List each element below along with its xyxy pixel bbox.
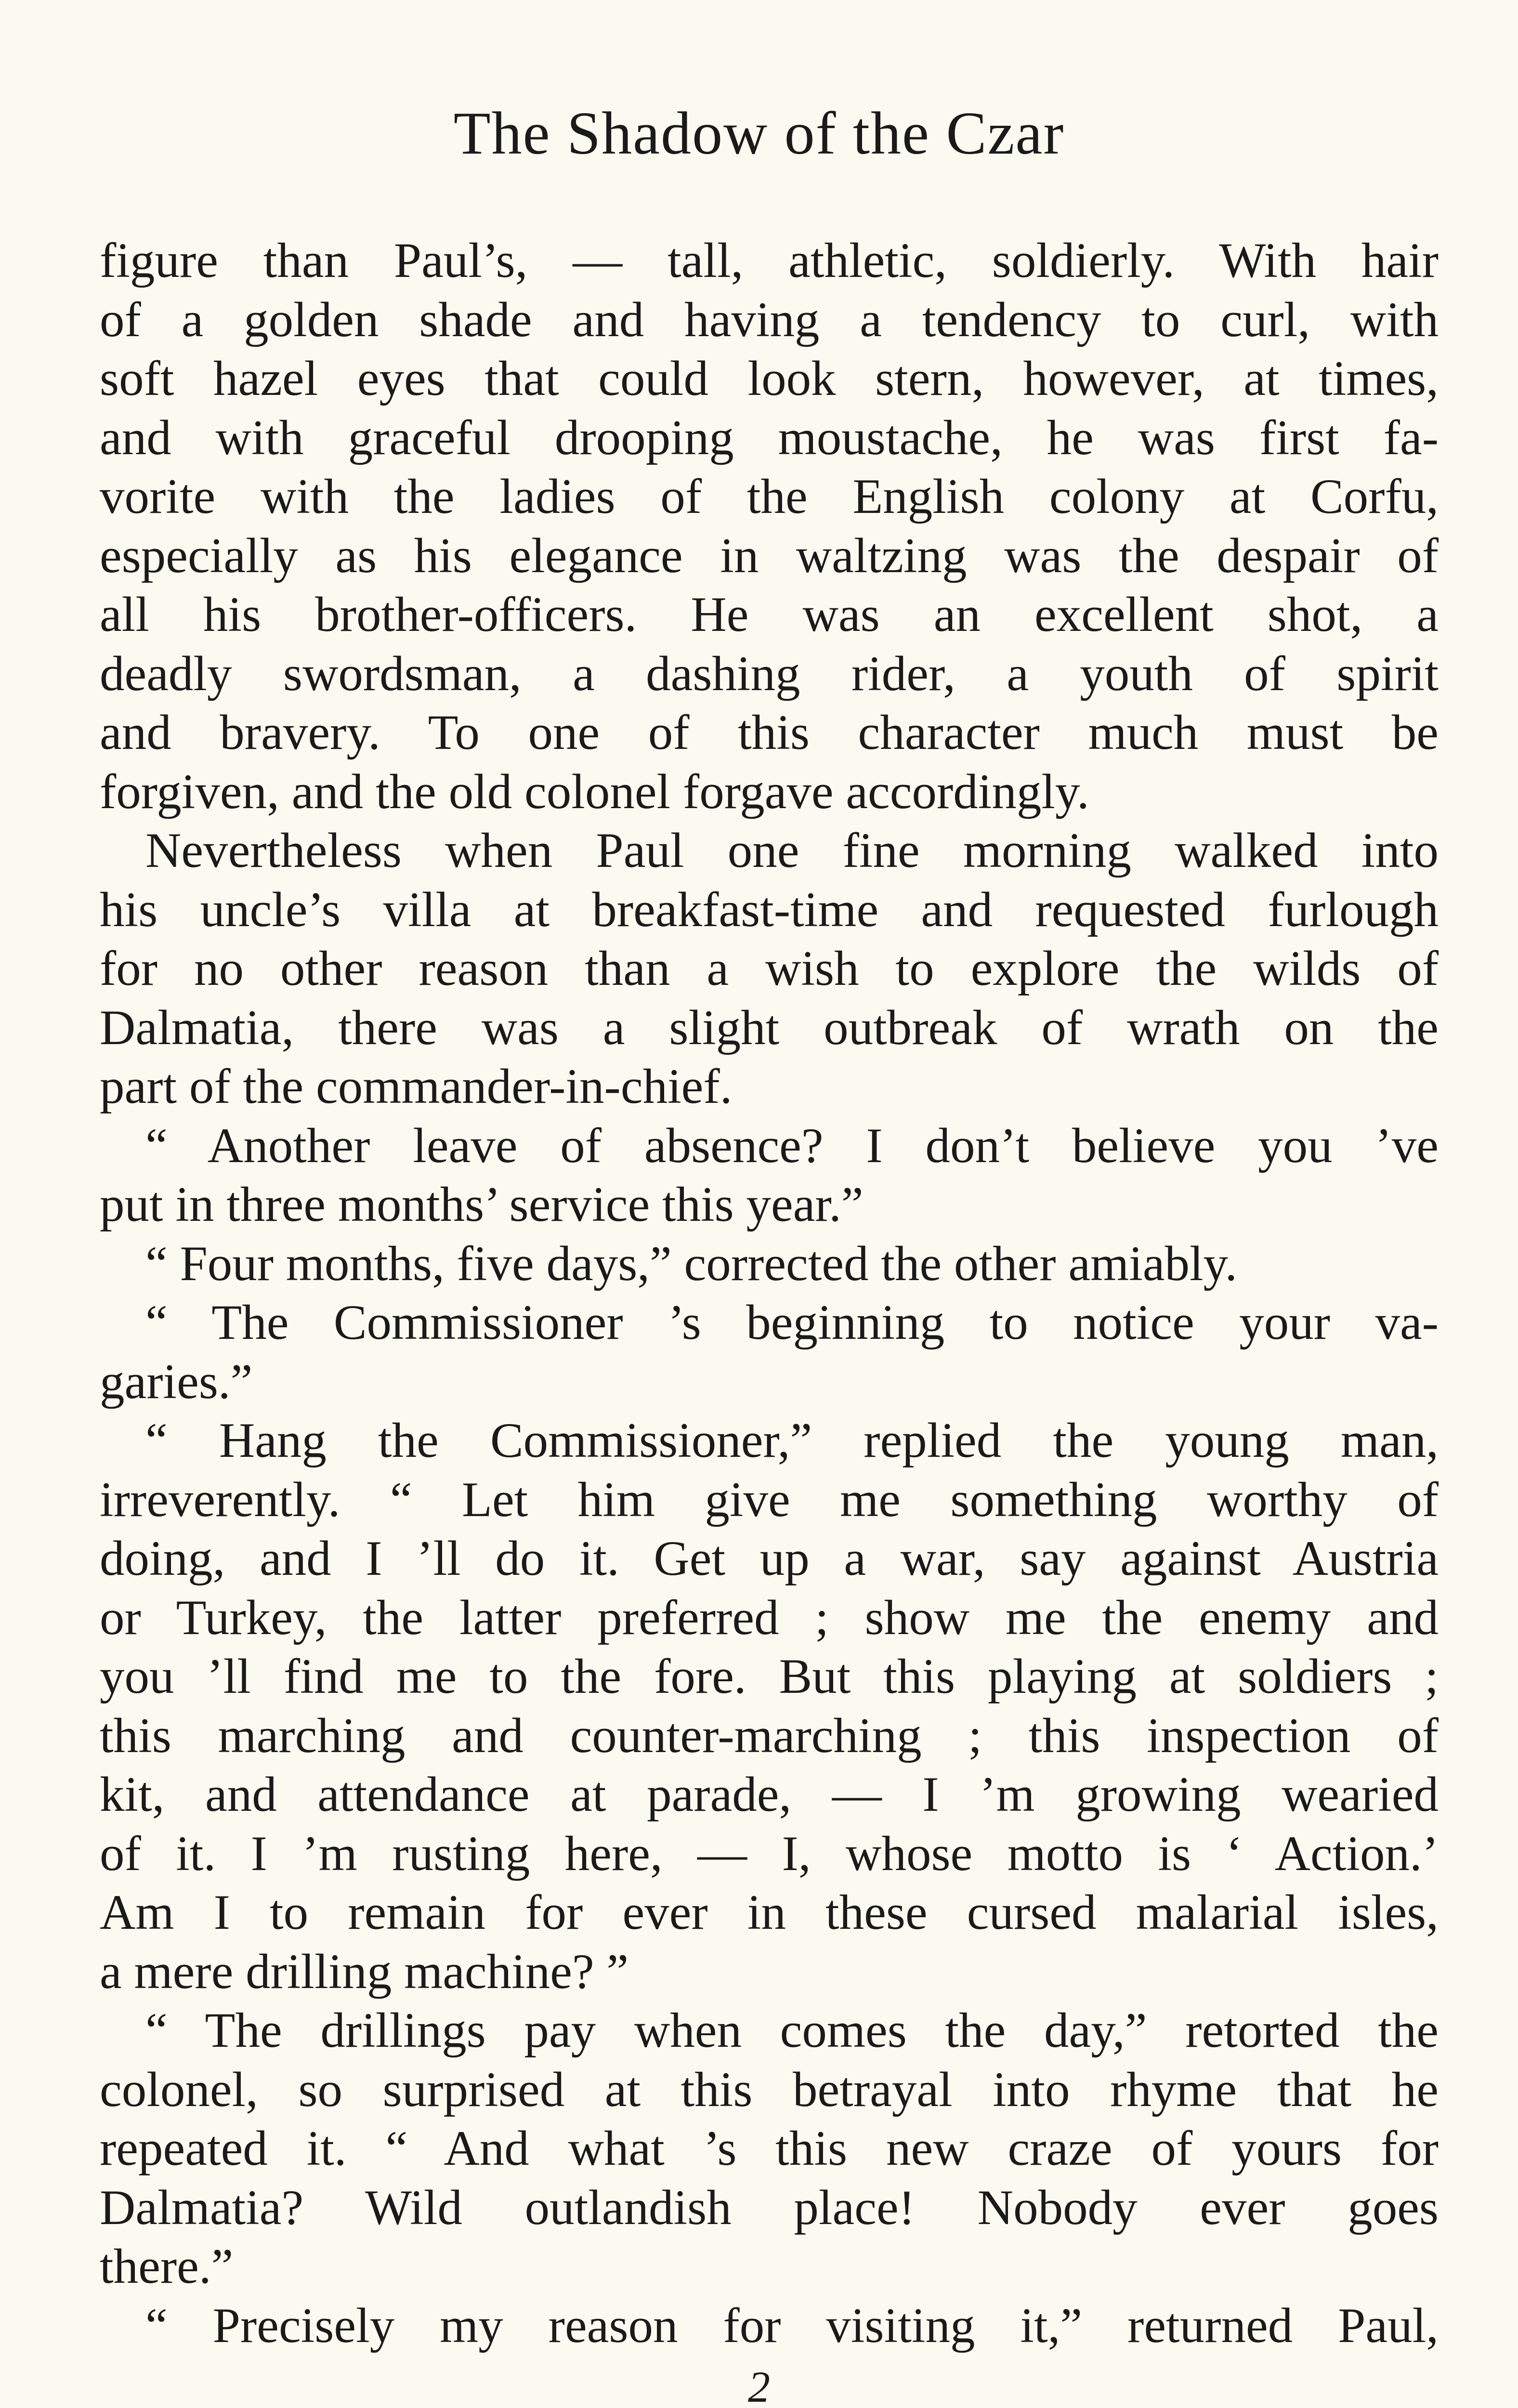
text-line: Nevertheless when Paul one fine morning walked into: [145, 823, 1439, 878]
text-line: part of the commander-in-chief.: [100, 1059, 733, 1114]
text-line: a mere drilling machine? ”: [100, 1944, 629, 1999]
body-text: [100, 231, 1439, 2355]
text-line: “ Hang the Commissioner,” replied the young man,: [145, 1413, 1439, 1468]
text-line: soft hazel eyes that could look stern, however, at times,: [100, 351, 1439, 406]
text-line: repeated it. “ And what ’s this new craze of yours for: [100, 2121, 1439, 2176]
text-line: there.”: [100, 2239, 234, 2294]
text-line: garies.”: [100, 1354, 253, 1409]
text-line: vorite with the ladies of the English colony at Corfu,: [100, 469, 1439, 524]
text-line: Dalmatia, there was a slight outbreak of wrath on the: [100, 1000, 1439, 1055]
text-line: “ Four months, five days,” corrected the other amiably.: [145, 1236, 1238, 1291]
text-line: especially as his elegance in waltzing was the despair of: [100, 528, 1439, 583]
text-line: of it. I ’m rusting here, — I, whose motto is ‘ Action.’: [100, 1826, 1439, 1881]
text-line: Dalmatia? Wild outlandish place! Nobody ever goes: [100, 2180, 1439, 2235]
text-line: “ Another leave of absence? I don’t believe you ’ve: [145, 1118, 1439, 1173]
text-line: all his brother-officers. He was an excellent shot, a: [100, 587, 1439, 642]
text-line: and bravery. To one of this character much must be: [100, 705, 1439, 760]
text-line: figure than Paul’s, — tall, athletic, soldierly. With hair: [100, 233, 1439, 288]
text-line: kit, and attendance at parade, — I ’m growing wearied: [100, 1767, 1439, 1822]
text-line: of a golden shade and having a tendency to curl, with: [100, 292, 1439, 347]
text-line: his uncle’s villa at breakfast-time and requested furlough: [100, 882, 1439, 937]
text-line: colonel, so surprised at this betrayal into rhyme that he: [100, 2062, 1439, 2117]
text-line: this marching and counter-marching ; this inspection of: [100, 1708, 1439, 1763]
text-line: forgiven, and the old colonel forgave accordingly.: [100, 764, 1089, 819]
text-line: you ’ll find me to the fore. But this playing at soldiers ;: [100, 1649, 1439, 1704]
text-line: Am I to remain for ever in these cursed malarial isles,: [100, 1885, 1439, 1940]
text-line: “ The Commissioner ’s beginning to notice your va-: [145, 1295, 1439, 1350]
text-line: put in three months’ service this year.”: [100, 1177, 864, 1232]
text-line: or Turkey, the latter preferred ; show me the enemy and: [100, 1590, 1439, 1645]
text-line: and with graceful drooping moustache, he was first fa-: [100, 410, 1439, 465]
running-head: The Shadow of the Czar: [453, 100, 1065, 167]
text-line: for no other reason than a wish to explore the wilds of: [100, 941, 1439, 996]
text-line: “ Precisely my reason for visiting it,” returned Paul,: [145, 2298, 1439, 2353]
text-line: deadly swordsman, a dashing rider, a youth of spirit: [100, 646, 1439, 701]
page-number: 2: [748, 2362, 770, 2408]
text-line: doing, and I ’ll do it. Get up a war, say against Austria: [100, 1531, 1439, 1586]
text-line: irreverently. “ Let him give me something worthy of: [100, 1472, 1439, 1527]
text-line: “ The drillings pay when comes the day,” retorted the: [145, 2003, 1439, 2058]
